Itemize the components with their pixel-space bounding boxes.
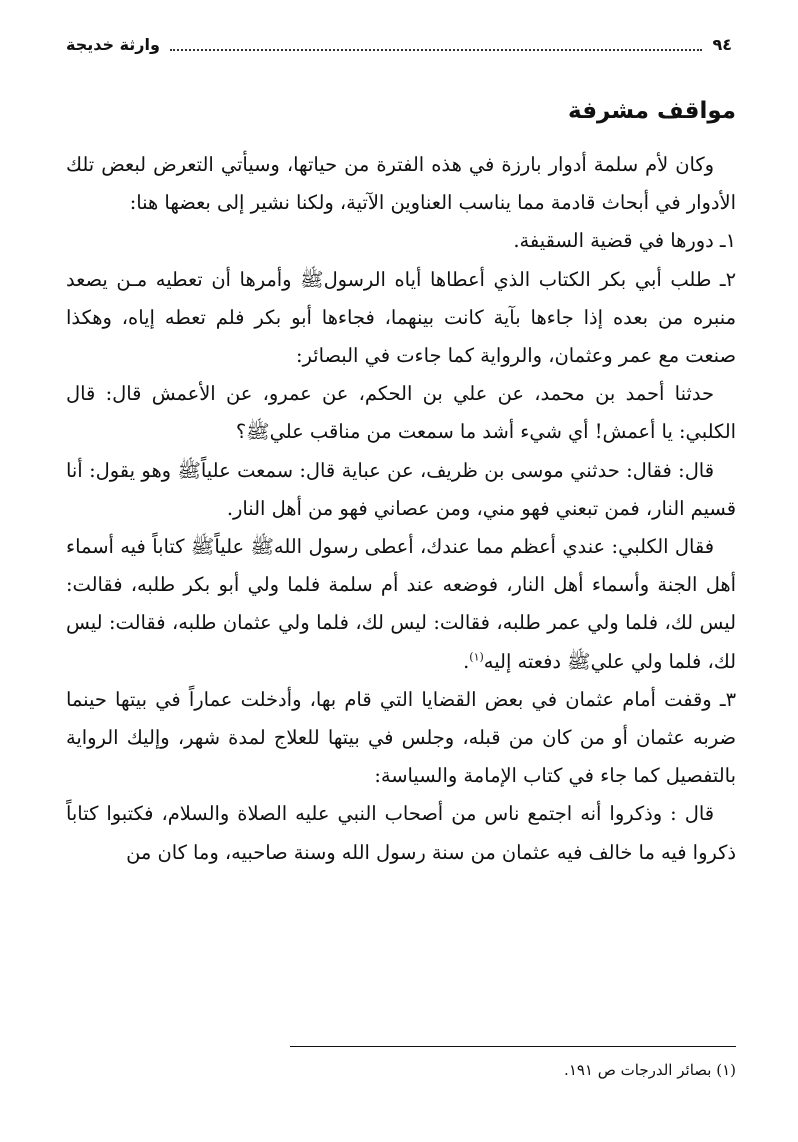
body-text xyxy=(66,146,736,872)
footnote-reference[interactable]: (١) xyxy=(469,650,484,664)
paragraph-intro: وكان لأم سلمة أدوار بارزة في هذه الفترة من حياتها، وسيأتي التعرض لبعض تلك الأدوار في أبحاث قادمة مما يناسب العناوين الآتية، ولكنا نشير إلى بعضها هنا: xyxy=(66,153,736,215)
narration-paragraph: قال: فقال: حدثني موسى بن ظريف، عن عباية قال: سمعت علياًﷺ وهو يقول: أنا قسيم النار، فمن تبعني فهو مني، ومن عصاني فهو من أهل النار. xyxy=(66,458,736,520)
narration-text: فقال الكلبي: عندي أعظم مما عندك، أعطى رسول اللهﷺ علياًﷺ كتاباً فيه أسماء أهل الجنة وأسماء أهل النار، فوضعه عند أم سلمة فلما ولي أبو بكر طلبه، فقالت: ليس لك، فلما ولي عمر طلبه، فقالت: ليس لك، فلما ولي عثمان طلبه، فقالت: ليس لك، فلما ولي عليﷺ دفعته إليه xyxy=(66,535,736,673)
narration-paragraph xyxy=(66,528,736,681)
list-item-2: ٢ـ طلب أبي بكر الكتاب الذي أعطاها أياه الرسولﷺ وأمرها أن تعطيه مـن يصعد منبره من بعده إذا جاءها بآية كانت بينهما، فجاءها أبو بكر فلم تعطه إياه، وهكذا صنعت مع عمر وعثمان، والرواية كما جاءت في البصائر: xyxy=(66,267,736,368)
footnote-divider xyxy=(290,1046,736,1047)
running-title: وارثة خديجة xyxy=(66,34,160,54)
page-number: ٩٤ xyxy=(712,34,732,54)
list-item-3: ٣ـ وقفت أمام عثمان في بعض القضايا التي قام بها، وأدخلت عماراً في بيتها حينما ضربه عثمان أو من كان من قبله، وجلس في بيتها للعلاج لمدة شهر، وإليك الرواية بالتفصيل كما جاء في كتاب الإمامة والسياسة: xyxy=(66,687,736,788)
narration-paragraph: قال : وذكروا أنه اجتمع ناس من أصحاب النبي عليه الصلاة والسلام، فكتبوا كتاباً ذكروا فيه ما خالف فيه عثمان من سنة رسول الله وسنة صاحبيه، وما كان من xyxy=(66,802,736,864)
sentence-end: . xyxy=(463,649,470,673)
running-header xyxy=(66,30,732,58)
section-heading: مواقف مشرفة xyxy=(568,98,736,124)
list-item-1: ١ـ دورها في قضية السقيفة. xyxy=(513,229,736,253)
footnote: (١) بصائر الدرجات ص ١٩١. xyxy=(564,1061,736,1079)
narration-paragraph: حدثنا أحمد بن محمد، عن علي بن الحكم، عن عمرو، عن الأعمش قال: قال الكلبي: يا أعمش! أي شيء أشد ما سمعت من مناقب عليﷺ؟ xyxy=(66,382,736,444)
header-leader-dots xyxy=(170,37,703,51)
